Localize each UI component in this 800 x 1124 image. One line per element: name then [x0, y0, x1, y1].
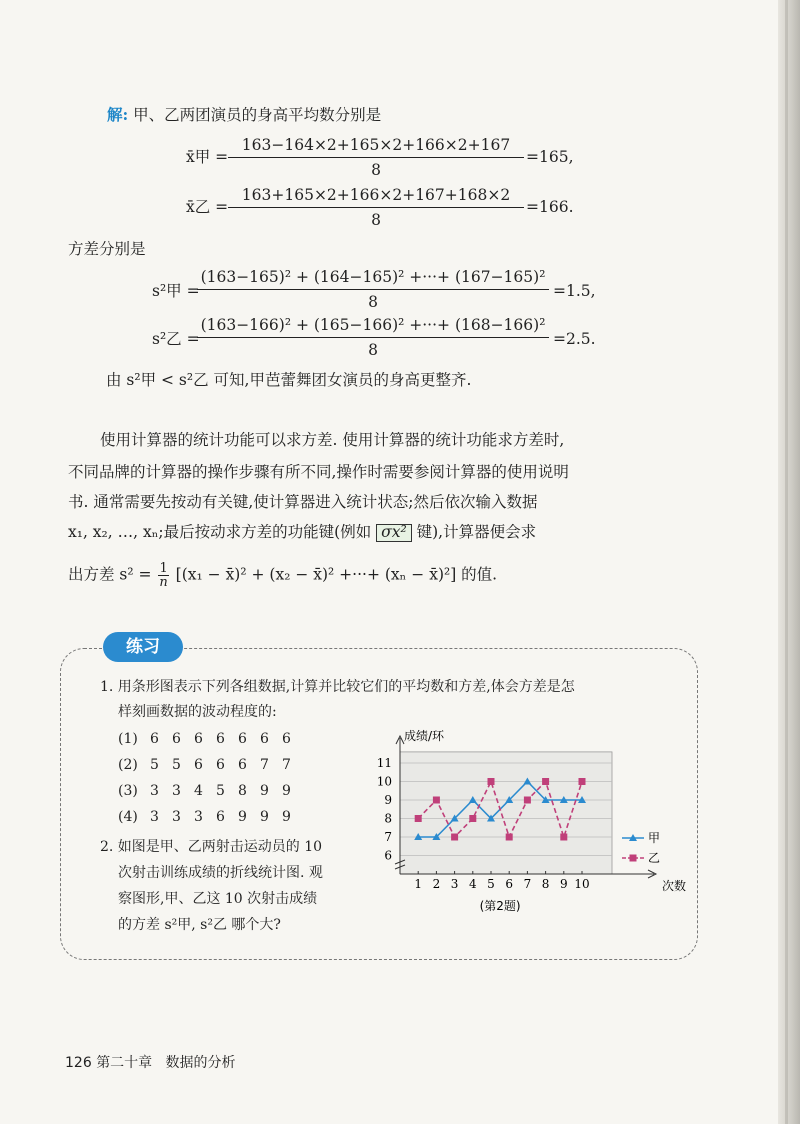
row-label: (1) — [118, 731, 138, 747]
y-tick-label: 8 — [384, 811, 392, 826]
row-value: 9 — [260, 809, 269, 825]
q2-line-4: 的方差 s²甲, s²乙 哪个大? — [118, 917, 281, 933]
data-point-yi — [451, 834, 458, 841]
data-point-yi — [415, 815, 422, 822]
row-value: 3 — [172, 783, 181, 799]
y-tick-label: 9 — [384, 793, 392, 807]
calc-line-2: 不同品牌的计算器的操作步骤有所不同,操作时需要参阅计算器的使用说明 — [68, 463, 569, 481]
row-value: 6 — [238, 757, 247, 773]
mean-yi-denominator: 8 — [371, 211, 381, 229]
legend-marker — [630, 855, 637, 862]
data-point-yi — [433, 797, 440, 804]
mean-jia-denominator: 8 — [371, 161, 381, 179]
row-value: 6 — [194, 731, 203, 747]
var-yi-fraction — [197, 316, 549, 359]
data-point-yi — [488, 778, 495, 785]
row-value: 6 — [150, 731, 159, 747]
data-point-yi — [506, 834, 513, 841]
row-value: 5 — [216, 783, 225, 799]
var-yi-denominator: 8 — [368, 341, 378, 359]
var-yi-numerator: (163−166)² + (165−166)² +···+ (168−166)² — [200, 316, 546, 334]
q2-line-2: 次射击训练成绩的折线统计图. 观 — [118, 865, 323, 881]
chapter-label: 第二十章 — [96, 1055, 153, 1071]
calc-line-5 — [68, 562, 497, 589]
data-point-yi — [542, 778, 549, 785]
data-point-yi — [579, 778, 586, 785]
data-row — [118, 784, 304, 798]
q2-line-1: 2. 如图是甲、乙两射击运动员的 10 — [100, 839, 323, 855]
row-value: 9 — [238, 809, 247, 825]
sigma-key: σx² — [376, 524, 412, 542]
data-point-yi — [524, 797, 531, 804]
legend-label: 乙 — [648, 851, 661, 865]
q1-line-1: 1. 用条形图表示下列各组数据,计算并比较它们的平均数和方差,体会方差是怎 — [100, 679, 575, 695]
x-tick-label: 6 — [505, 877, 514, 891]
one-over-n-num: 1 — [159, 561, 168, 576]
mean-jia-numerator: 163−164×2+165×2+166×2+167 — [241, 136, 511, 154]
x-tick-label: 10 — [574, 877, 590, 891]
chart-caption: (第2题) — [479, 899, 521, 913]
row-value: 9 — [282, 809, 291, 825]
row-value: 9 — [282, 783, 291, 799]
row-value: 6 — [282, 731, 291, 747]
var-jia-denominator: 8 — [368, 293, 378, 311]
row-label: (4) — [118, 809, 138, 825]
x-tick-label: 8 — [541, 877, 550, 891]
legend-label: 甲 — [648, 831, 661, 845]
q2-line-3: 察图形,甲、乙这 10 次射击成绩 — [118, 891, 318, 907]
var-yi-result: =2.5. — [553, 330, 596, 348]
row-value: 7 — [282, 757, 291, 773]
calc-line-1: 使用计算器的统计功能可以求方差. 使用计算器的统计功能求方差时, — [100, 431, 565, 449]
row-value: 6 — [238, 731, 247, 747]
row-value: 8 — [238, 783, 247, 799]
y-tick-label: 7 — [384, 830, 392, 844]
solution-intro — [107, 107, 381, 124]
x-tick-label: 4 — [468, 877, 477, 891]
page-number: 126 — [65, 1055, 92, 1071]
mean-jia-fraction — [228, 136, 524, 179]
q1-line-2: 样刻画数据的波动程度的: — [118, 704, 277, 720]
y-tick-label: 11 — [376, 756, 392, 770]
row-value: 6 — [216, 731, 225, 747]
var-jia-lhs: s²甲 = — [152, 282, 200, 300]
row-label: (3) — [118, 783, 138, 799]
calc-line-5b: [(x₁ − x̄)² + (x₂ − x̄)² +···+ (xₙ − x̄)²] 的值. — [175, 565, 498, 584]
row-value: 6 — [216, 757, 225, 773]
row-value: 6 — [216, 809, 225, 825]
x-tick-label: 5 — [487, 877, 495, 891]
row-value: 5 — [150, 757, 159, 773]
book-spine-line — [785, 0, 788, 1124]
solution-conclusion: 由 s²甲 < s²乙 可知,甲芭蕾舞团女演员的身高更整齐. — [106, 371, 472, 389]
calc-line-5a: 出方差 s² = — [68, 565, 152, 584]
y-tick-label: 10 — [376, 774, 392, 789]
shooting-scores-line-chart — [360, 722, 690, 928]
row-value: 4 — [194, 783, 203, 799]
row-value: 3 — [150, 809, 159, 825]
mean-jia-result: =165, — [526, 148, 574, 166]
variance-intro: 方差分别是 — [68, 240, 146, 258]
x-tick-label: 3 — [450, 877, 459, 891]
var-yi-lhs: s²乙 = — [152, 330, 200, 348]
row-label: (2) — [118, 757, 138, 773]
one-over-n — [158, 562, 168, 589]
mean-yi-lhs: x̄乙 = — [186, 198, 229, 216]
y-axis-label: 成绩/环 — [404, 729, 445, 743]
row-value: 5 — [172, 757, 181, 773]
calc-line-4 — [68, 524, 536, 542]
row-value: 3 — [150, 783, 159, 799]
var-jia-numerator: (163−165)² + (164−165)² +···+ (167−165)² — [200, 268, 546, 286]
calc-line-3: 书. 通常需要先按动有关键,使计算器进入统计状态;然后依次输入数据 — [68, 493, 538, 511]
row-value: 6 — [194, 757, 203, 773]
calc-line-4b: 键),计算器便会求 — [416, 523, 537, 541]
chapter-title: 数据的分析 — [165, 1055, 236, 1071]
y-tick-label: 6 — [384, 848, 392, 863]
calc-line-4a: x₁, x₂, …, xₙ;最后按动求方差的功能键(例如 — [68, 523, 372, 541]
book-spine-shadow — [778, 0, 800, 1124]
one-over-n-den: n — [159, 575, 168, 590]
solution-label: 解: — [107, 105, 129, 124]
exercise-badge: 练习 — [103, 632, 183, 662]
row-value: 7 — [260, 757, 269, 773]
mean-yi-fraction — [228, 186, 524, 229]
data-point-yi — [560, 834, 567, 841]
row-value: 6 — [260, 731, 269, 747]
var-jia-result: =1.5, — [553, 282, 596, 300]
data-row — [118, 810, 304, 824]
page-footer — [65, 1052, 236, 1072]
x-tick-label: 2 — [432, 877, 441, 891]
mean-jia-lhs: x̄甲 = — [186, 148, 229, 166]
x-tick-label: 7 — [523, 877, 532, 891]
x-tick-label: 1 — [414, 877, 423, 891]
var-jia-fraction — [197, 268, 549, 311]
data-row — [118, 758, 304, 772]
row-value: 3 — [172, 809, 181, 825]
row-value: 9 — [260, 783, 269, 799]
x-axis-label: 次数 — [662, 879, 687, 893]
data-point-yi — [469, 815, 476, 822]
x-tick-label: 9 — [559, 877, 568, 891]
solution-intro-text: 甲、乙两团演员的身高平均数分别是 — [133, 106, 382, 124]
row-value: 3 — [194, 809, 203, 825]
mean-yi-result: =166. — [526, 198, 574, 216]
row-value: 6 — [172, 731, 181, 747]
data-row — [118, 732, 304, 746]
mean-yi-numerator: 163+165×2+166×2+167+168×2 — [241, 186, 511, 204]
